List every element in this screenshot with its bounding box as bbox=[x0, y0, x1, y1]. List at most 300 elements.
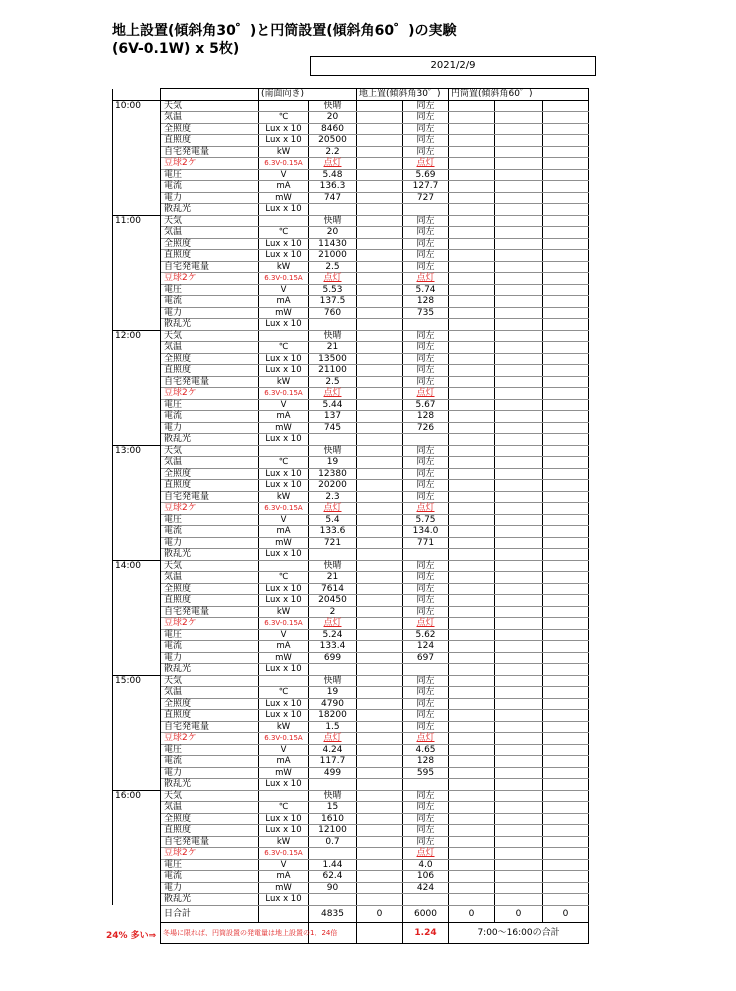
time-cell bbox=[113, 422, 161, 434]
table-row bbox=[113, 307, 589, 319]
empty-cell bbox=[543, 434, 589, 446]
item-label: 自宅発電量 bbox=[161, 836, 259, 848]
table-row bbox=[113, 652, 589, 664]
unit-label: ℃ bbox=[259, 457, 309, 469]
empty-cell bbox=[449, 227, 495, 239]
unit-label: Lux x 10 bbox=[259, 250, 309, 262]
ground-value: 7614 bbox=[309, 583, 357, 595]
table-row bbox=[113, 376, 589, 388]
ground-value: 点灯 bbox=[309, 388, 357, 400]
table-row bbox=[113, 721, 589, 733]
unit-label bbox=[259, 445, 309, 457]
empty-cell bbox=[543, 284, 589, 296]
empty-cell bbox=[495, 779, 543, 791]
empty-cell bbox=[357, 606, 403, 618]
time-cell bbox=[113, 238, 161, 250]
item-label: 電圧 bbox=[161, 744, 259, 756]
time-cell bbox=[113, 457, 161, 469]
ground-value: 62.4 bbox=[309, 871, 357, 883]
ground-value: 5.44 bbox=[309, 399, 357, 411]
empty-cell bbox=[449, 537, 495, 549]
total-ground: 4835 bbox=[309, 905, 357, 922]
cylinder-value: 同左 bbox=[403, 457, 449, 469]
unit-label: mA bbox=[259, 296, 309, 308]
empty-cell bbox=[357, 779, 403, 791]
empty-cell bbox=[357, 284, 403, 296]
empty-cell bbox=[357, 365, 403, 377]
time-cell bbox=[113, 848, 161, 860]
cylinder-value: 697 bbox=[403, 652, 449, 664]
table-row bbox=[113, 146, 589, 158]
empty-cell bbox=[495, 238, 543, 250]
empty-cell bbox=[495, 307, 543, 319]
unit-label: Lux x 10 bbox=[259, 135, 309, 147]
unit-label: Lux x 10 bbox=[259, 480, 309, 492]
empty-cell bbox=[357, 135, 403, 147]
empty-cell bbox=[449, 365, 495, 377]
cylinder-value: 点灯 bbox=[403, 273, 449, 285]
cylinder-value: 727 bbox=[403, 192, 449, 204]
item-label: 電流 bbox=[161, 181, 259, 193]
empty-cell bbox=[357, 491, 403, 503]
table-row bbox=[113, 457, 589, 469]
cylinder-value: 4.65 bbox=[403, 744, 449, 756]
cylinder-value: 点灯 bbox=[403, 848, 449, 860]
unit-label: kW bbox=[259, 836, 309, 848]
item-label: 天気 bbox=[161, 330, 259, 342]
empty-cell bbox=[495, 261, 543, 273]
empty-cell bbox=[543, 399, 589, 411]
empty-cell bbox=[357, 767, 403, 779]
time-cell bbox=[113, 284, 161, 296]
empty-cell bbox=[357, 273, 403, 285]
empty-cell bbox=[357, 526, 403, 538]
empty-cell bbox=[495, 848, 543, 860]
time-cell bbox=[113, 169, 161, 181]
empty-cell bbox=[543, 491, 589, 503]
table-row bbox=[113, 802, 589, 814]
empty-cell bbox=[357, 204, 403, 216]
cylinder-value: 点灯 bbox=[403, 503, 449, 515]
time-cell bbox=[113, 606, 161, 618]
item-label: 直照度 bbox=[161, 710, 259, 722]
table-row bbox=[113, 123, 589, 135]
cylinder-value: 424 bbox=[403, 882, 449, 894]
table-row bbox=[113, 100, 589, 112]
empty-cell bbox=[495, 399, 543, 411]
time-label: 14:00 bbox=[113, 560, 161, 572]
empty-cell bbox=[357, 250, 403, 262]
unit-label: Lux x 10 bbox=[259, 549, 309, 561]
empty-cell bbox=[543, 468, 589, 480]
empty-cell bbox=[449, 192, 495, 204]
ground-value: 4790 bbox=[309, 698, 357, 710]
empty-cell bbox=[357, 848, 403, 860]
empty-cell bbox=[495, 434, 543, 446]
empty-cell bbox=[543, 537, 589, 549]
cylinder-value: 同左 bbox=[403, 112, 449, 124]
item-label: 豆球2ケ bbox=[161, 388, 259, 400]
ratio-range: 7:00～16:00の合計 bbox=[449, 922, 589, 943]
item-label: 自宅発電量 bbox=[161, 376, 259, 388]
empty-cell bbox=[495, 158, 543, 170]
empty-cell bbox=[449, 618, 495, 630]
item-label: 気温 bbox=[161, 112, 259, 124]
ground-value: 4.24 bbox=[309, 744, 357, 756]
ground-value: 快晴 bbox=[309, 330, 357, 342]
empty-cell bbox=[357, 399, 403, 411]
unit-label: V bbox=[259, 859, 309, 871]
table-row bbox=[113, 583, 589, 595]
time-cell bbox=[113, 802, 161, 814]
empty-cell bbox=[543, 376, 589, 388]
empty-cell bbox=[357, 342, 403, 354]
total-value: 0 bbox=[357, 905, 403, 922]
unit-label: Lux x 10 bbox=[259, 698, 309, 710]
empty-cell bbox=[543, 238, 589, 250]
empty-cell bbox=[543, 848, 589, 860]
time-cell bbox=[113, 376, 161, 388]
empty-cell bbox=[357, 146, 403, 158]
item-label: 豆球2ケ bbox=[161, 848, 259, 860]
empty-cell bbox=[495, 537, 543, 549]
ground-value: 19 bbox=[309, 687, 357, 699]
unit-label: Lux x 10 bbox=[259, 468, 309, 480]
empty-cell bbox=[543, 675, 589, 687]
date-box: 2021/2/9 bbox=[310, 56, 596, 76]
table-row bbox=[113, 848, 589, 860]
cylinder-value: 点灯 bbox=[403, 158, 449, 170]
table-row bbox=[113, 595, 589, 607]
table-row bbox=[113, 169, 589, 181]
unit-label: mW bbox=[259, 192, 309, 204]
table-row bbox=[113, 411, 589, 423]
ground-value: 点灯 bbox=[309, 158, 357, 170]
ground-value: 117.7 bbox=[309, 756, 357, 768]
item-label: 電力 bbox=[161, 767, 259, 779]
empty-cell bbox=[543, 664, 589, 676]
item-label: 電力 bbox=[161, 422, 259, 434]
empty-cell bbox=[543, 549, 589, 561]
table-row bbox=[113, 112, 589, 124]
table-row bbox=[113, 215, 589, 227]
cylinder-value: 同左 bbox=[403, 836, 449, 848]
empty-cell bbox=[495, 687, 543, 699]
time-cell bbox=[113, 342, 161, 354]
cylinder-value: 5.62 bbox=[403, 629, 449, 641]
empty-cell bbox=[357, 641, 403, 653]
unit-label: mW bbox=[259, 537, 309, 549]
unit-label: kW bbox=[259, 146, 309, 158]
table-row bbox=[113, 756, 589, 768]
empty-cell bbox=[449, 756, 495, 768]
unit-label: mW bbox=[259, 882, 309, 894]
total-value: 0 bbox=[449, 905, 495, 922]
table-row bbox=[113, 871, 589, 883]
empty-cell bbox=[543, 710, 589, 722]
ground-value: 133.4 bbox=[309, 641, 357, 653]
unit-label: mW bbox=[259, 422, 309, 434]
time-cell bbox=[113, 526, 161, 538]
item-label: 散乱光 bbox=[161, 549, 259, 561]
empty-cell bbox=[495, 284, 543, 296]
empty-cell bbox=[357, 813, 403, 825]
item-label: 天気 bbox=[161, 445, 259, 457]
empty-cell bbox=[543, 480, 589, 492]
empty-cell bbox=[543, 871, 589, 883]
empty-cell bbox=[357, 756, 403, 768]
empty-cell bbox=[495, 583, 543, 595]
empty-cell bbox=[449, 284, 495, 296]
empty-cell bbox=[449, 744, 495, 756]
ground-value: 21 bbox=[309, 342, 357, 354]
table-row bbox=[113, 549, 589, 561]
empty-cell bbox=[357, 882, 403, 894]
empty-cell bbox=[495, 859, 543, 871]
ground-value: 2.3 bbox=[309, 491, 357, 503]
cylinder-value: 同左 bbox=[403, 365, 449, 377]
cylinder-value: 同左 bbox=[403, 250, 449, 262]
empty-cell bbox=[449, 434, 495, 446]
empty-cell bbox=[495, 250, 543, 262]
empty-cell bbox=[495, 135, 543, 147]
ground-value bbox=[309, 894, 357, 906]
empty-cell bbox=[543, 422, 589, 434]
empty-cell bbox=[449, 112, 495, 124]
ground-value: 745 bbox=[309, 422, 357, 434]
cylinder-value bbox=[403, 319, 449, 331]
unit-label: mA bbox=[259, 641, 309, 653]
time-cell bbox=[113, 871, 161, 883]
empty-cell bbox=[543, 342, 589, 354]
empty-cell bbox=[495, 698, 543, 710]
ground-value: 15 bbox=[309, 802, 357, 814]
empty-cell bbox=[259, 905, 309, 922]
time-cell bbox=[113, 629, 161, 641]
cylinder-value: 同左 bbox=[403, 123, 449, 135]
empty-cell bbox=[495, 411, 543, 423]
item-label: 電力 bbox=[161, 652, 259, 664]
ground-value: 12380 bbox=[309, 468, 357, 480]
item-label: 天気 bbox=[161, 790, 259, 802]
empty-cell bbox=[357, 549, 403, 561]
time-cell bbox=[113, 882, 161, 894]
time-cell bbox=[113, 491, 161, 503]
empty-cell bbox=[495, 652, 543, 664]
empty-cell bbox=[357, 698, 403, 710]
empty-cell bbox=[449, 572, 495, 584]
table-row bbox=[113, 813, 589, 825]
empty-cell bbox=[449, 445, 495, 457]
table-row bbox=[113, 560, 589, 572]
cylinder-value: 同左 bbox=[403, 583, 449, 595]
unit-label: ℃ bbox=[259, 227, 309, 239]
cylinder-value bbox=[403, 204, 449, 216]
time-cell bbox=[113, 756, 161, 768]
empty-cell bbox=[543, 641, 589, 653]
table-row bbox=[113, 882, 589, 894]
table-row bbox=[113, 434, 589, 446]
empty-cell bbox=[449, 560, 495, 572]
header-direction: (南面向き) bbox=[259, 89, 357, 101]
ground-value: 137.5 bbox=[309, 296, 357, 308]
unit-label: mW bbox=[259, 652, 309, 664]
unit-label: mA bbox=[259, 871, 309, 883]
unit-label: 6.3V-0.15A bbox=[259, 158, 309, 170]
table-row bbox=[113, 641, 589, 653]
empty-cell bbox=[543, 457, 589, 469]
time-cell bbox=[113, 192, 161, 204]
empty-cell bbox=[357, 514, 403, 526]
ground-value: 快晴 bbox=[309, 790, 357, 802]
cylinder-value: 同左 bbox=[403, 491, 449, 503]
empty-cell bbox=[495, 457, 543, 469]
empty-cell bbox=[543, 227, 589, 239]
empty-cell bbox=[543, 825, 589, 837]
table-row bbox=[113, 733, 589, 745]
empty-cell bbox=[543, 135, 589, 147]
ground-value: 21 bbox=[309, 572, 357, 584]
empty-cell bbox=[449, 123, 495, 135]
empty-cell bbox=[543, 721, 589, 733]
item-label: 直照度 bbox=[161, 365, 259, 377]
ground-value: 快晴 bbox=[309, 100, 357, 112]
unit-label: 6.3V-0.15A bbox=[259, 273, 309, 285]
item-label: 豆球2ケ bbox=[161, 503, 259, 515]
empty-cell bbox=[357, 802, 403, 814]
unit-label bbox=[259, 215, 309, 227]
empty-cell bbox=[357, 721, 403, 733]
ground-value: 2 bbox=[309, 606, 357, 618]
unit-label: Lux x 10 bbox=[259, 319, 309, 331]
time-label: 13:00 bbox=[113, 445, 161, 457]
item-label: 電圧 bbox=[161, 284, 259, 296]
empty-cell bbox=[449, 767, 495, 779]
table-row bbox=[113, 744, 589, 756]
empty-cell bbox=[449, 503, 495, 515]
empty-cell bbox=[357, 238, 403, 250]
table-row bbox=[113, 514, 589, 526]
ground-value: 快晴 bbox=[309, 215, 357, 227]
empty-cell bbox=[543, 100, 589, 112]
item-label: 散乱光 bbox=[161, 664, 259, 676]
unit-label: mA bbox=[259, 411, 309, 423]
item-label: 直照度 bbox=[161, 250, 259, 262]
ground-value: 18200 bbox=[309, 710, 357, 722]
empty-cell bbox=[495, 468, 543, 480]
empty-cell bbox=[449, 514, 495, 526]
empty-cell bbox=[357, 468, 403, 480]
empty-cell bbox=[449, 353, 495, 365]
time-cell bbox=[113, 307, 161, 319]
empty-cell bbox=[495, 192, 543, 204]
empty-cell bbox=[543, 365, 589, 377]
table-row bbox=[113, 353, 589, 365]
total-cylinder: 6000 bbox=[403, 905, 449, 922]
time-cell bbox=[113, 146, 161, 158]
cylinder-value: 771 bbox=[403, 537, 449, 549]
table-row bbox=[113, 250, 589, 262]
cylinder-value: 106 bbox=[403, 871, 449, 883]
empty-cell bbox=[495, 204, 543, 216]
table-row bbox=[113, 284, 589, 296]
table-row bbox=[113, 422, 589, 434]
empty-cell bbox=[357, 710, 403, 722]
empty-cell bbox=[495, 445, 543, 457]
empty-cell bbox=[543, 687, 589, 699]
table-row bbox=[113, 296, 589, 308]
empty-cell bbox=[543, 733, 589, 745]
cylinder-value: 128 bbox=[403, 756, 449, 768]
empty-cell bbox=[543, 330, 589, 342]
time-cell bbox=[113, 365, 161, 377]
unit-label: mW bbox=[259, 767, 309, 779]
unit-label: 6.3V-0.15A bbox=[259, 388, 309, 400]
item-label: 電力 bbox=[161, 192, 259, 204]
empty-cell bbox=[543, 629, 589, 641]
empty-cell bbox=[357, 445, 403, 457]
unit-label: V bbox=[259, 629, 309, 641]
time-cell bbox=[113, 388, 161, 400]
empty-cell bbox=[543, 250, 589, 262]
unit-label: mW bbox=[259, 307, 309, 319]
empty-cell bbox=[357, 733, 403, 745]
table-row bbox=[113, 238, 589, 250]
item-label: 直照度 bbox=[161, 480, 259, 492]
empty-cell bbox=[543, 882, 589, 894]
cylinder-value bbox=[403, 664, 449, 676]
empty-cell bbox=[357, 560, 403, 572]
time-cell bbox=[113, 181, 161, 193]
unit-label: ℃ bbox=[259, 572, 309, 584]
ground-value: 点灯 bbox=[309, 273, 357, 285]
table-row bbox=[113, 480, 589, 492]
empty-cell bbox=[543, 790, 589, 802]
time-cell bbox=[113, 710, 161, 722]
time-cell bbox=[113, 514, 161, 526]
table-row bbox=[113, 710, 589, 722]
empty-cell bbox=[543, 146, 589, 158]
empty-cell bbox=[495, 618, 543, 630]
ground-value: 5.48 bbox=[309, 169, 357, 181]
unit-label: mA bbox=[259, 181, 309, 193]
table-row bbox=[113, 491, 589, 503]
empty-cell bbox=[449, 698, 495, 710]
item-label: 気温 bbox=[161, 687, 259, 699]
empty-cell bbox=[449, 779, 495, 791]
item-label: 気温 bbox=[161, 227, 259, 239]
unit-label: Lux x 10 bbox=[259, 353, 309, 365]
empty-cell bbox=[357, 192, 403, 204]
ground-value bbox=[309, 204, 357, 216]
empty-cell bbox=[543, 215, 589, 227]
item-label: 豆球2ケ bbox=[161, 158, 259, 170]
cylinder-value: 134.0 bbox=[403, 526, 449, 538]
item-label: 豆球2ケ bbox=[161, 733, 259, 745]
empty-cell bbox=[449, 733, 495, 745]
header-row bbox=[113, 89, 589, 101]
time-cell bbox=[113, 618, 161, 630]
empty-cell bbox=[495, 112, 543, 124]
empty-cell bbox=[357, 181, 403, 193]
empty-cell bbox=[495, 123, 543, 135]
empty-cell bbox=[495, 388, 543, 400]
empty-cell bbox=[357, 894, 403, 906]
empty-cell bbox=[495, 767, 543, 779]
empty-cell bbox=[449, 721, 495, 733]
empty-cell bbox=[543, 204, 589, 216]
empty-cell bbox=[495, 836, 543, 848]
